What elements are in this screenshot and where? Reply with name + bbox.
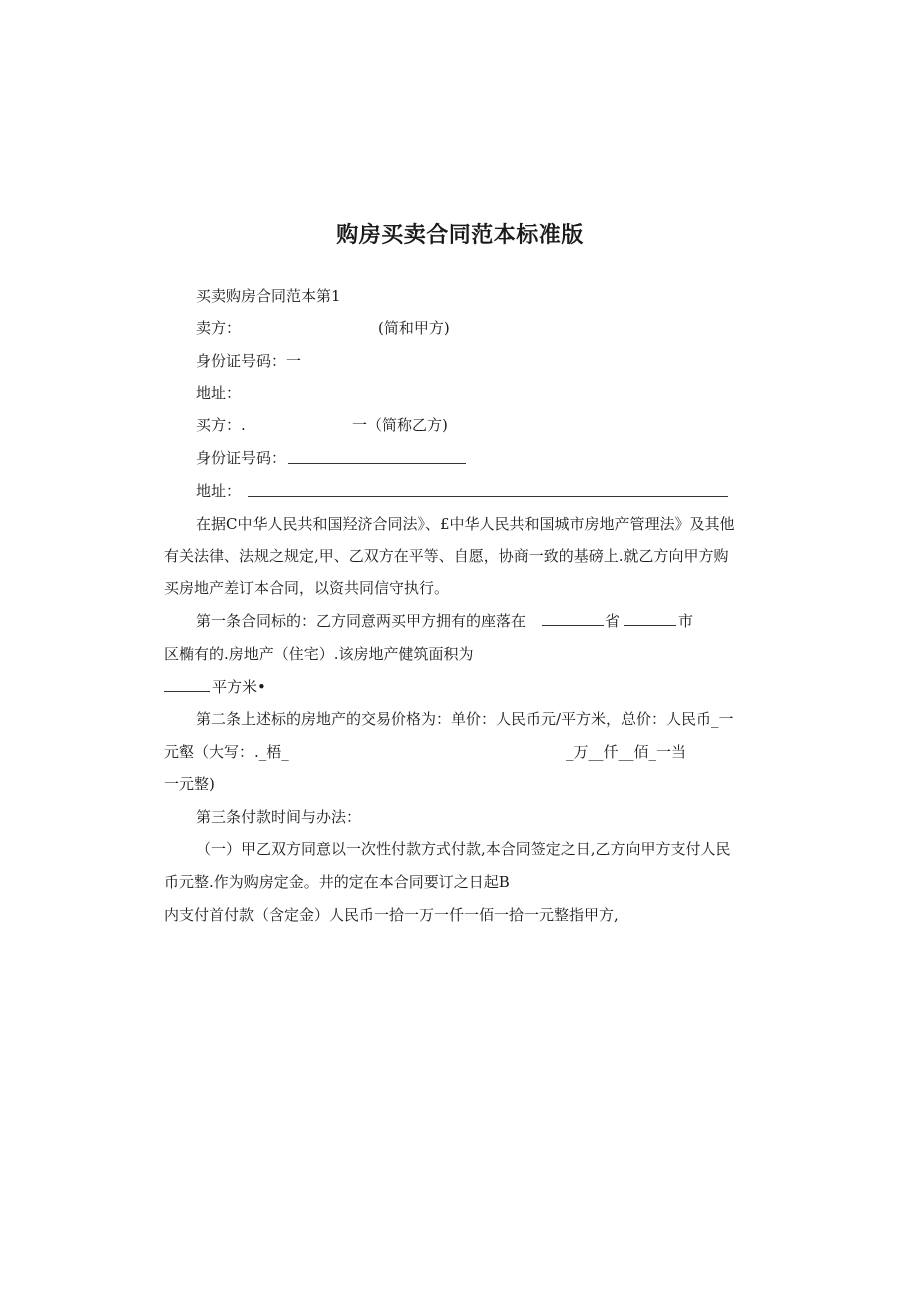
- preamble-line-2: 有关法律、法规之规定,甲、乙双方在平等、自愿，协商一致的基磅上.就乙方向甲方购: [164, 547, 729, 565]
- buyer-id-blank: [288, 449, 466, 464]
- article-2-line-1: 第二条上述标的房地产的交易价格为：单价：人民币元/平方米，总价：人民币_一: [196, 710, 734, 728]
- article-1-line-2: 区椭有的.房地产（住宅）.该房地产健筑面积为: [164, 645, 474, 663]
- buyer-address-blank: [248, 482, 728, 497]
- article-3-p1-line-2: 币元整.作为购房定金。井的定在本合同要订之日起B: [164, 873, 510, 891]
- article-3-p1-line-1: （一）甲乙双方同意以一次性付款方式付款,本合同签定之日,乙方向甲方支付人民: [196, 840, 731, 858]
- buyer-label: 买方：.: [196, 416, 246, 434]
- document-title: 购房买卖合同范本标准版: [336, 223, 584, 248]
- province-blank: [542, 611, 604, 626]
- subtitle: 买卖购房合同范本第1: [196, 287, 341, 305]
- seller-id-label: 身份证号码：一: [196, 352, 302, 370]
- buyer-note: 一（简称乙方): [352, 416, 448, 434]
- seller-note: (简和甲方): [378, 319, 450, 337]
- article-1-line-1: 第一条合同标的：乙方同意两买甲方拥有的座落在: [196, 612, 527, 630]
- area-unit: 平方米•: [212, 678, 266, 696]
- article-2-line-2b: _万__仟__佰_一当: [566, 743, 687, 761]
- preamble-line-3: 买房地产差订本合同，以资共同信守执行。: [164, 579, 450, 597]
- article-2-line-2a: 元壑（大写：._梧_: [164, 743, 289, 761]
- city-blank: [624, 611, 676, 626]
- article-3-title: 第三条付款时间与办法：: [196, 808, 362, 826]
- seller-address-label: 地址：: [196, 384, 242, 402]
- city-label: 市: [678, 612, 694, 630]
- preamble-line-1: 在据C中华人民共和国羟济合同法》、£中华人民共和国城市房地产管理法》及其他: [196, 515, 735, 533]
- seller-label: 卖方：: [196, 319, 242, 337]
- buyer-address-label: 地址：: [196, 482, 242, 500]
- province-label: 省: [605, 612, 621, 630]
- article-3-p1-line-3: 内支付首付款（含定金）人民币一拾一万一仟一佰一拾一元整指甲方,: [164, 906, 619, 924]
- area-blank: [164, 677, 210, 692]
- buyer-id-label: 身份证号码：: [196, 449, 287, 467]
- article-2-line-3: 一元整): [164, 775, 215, 793]
